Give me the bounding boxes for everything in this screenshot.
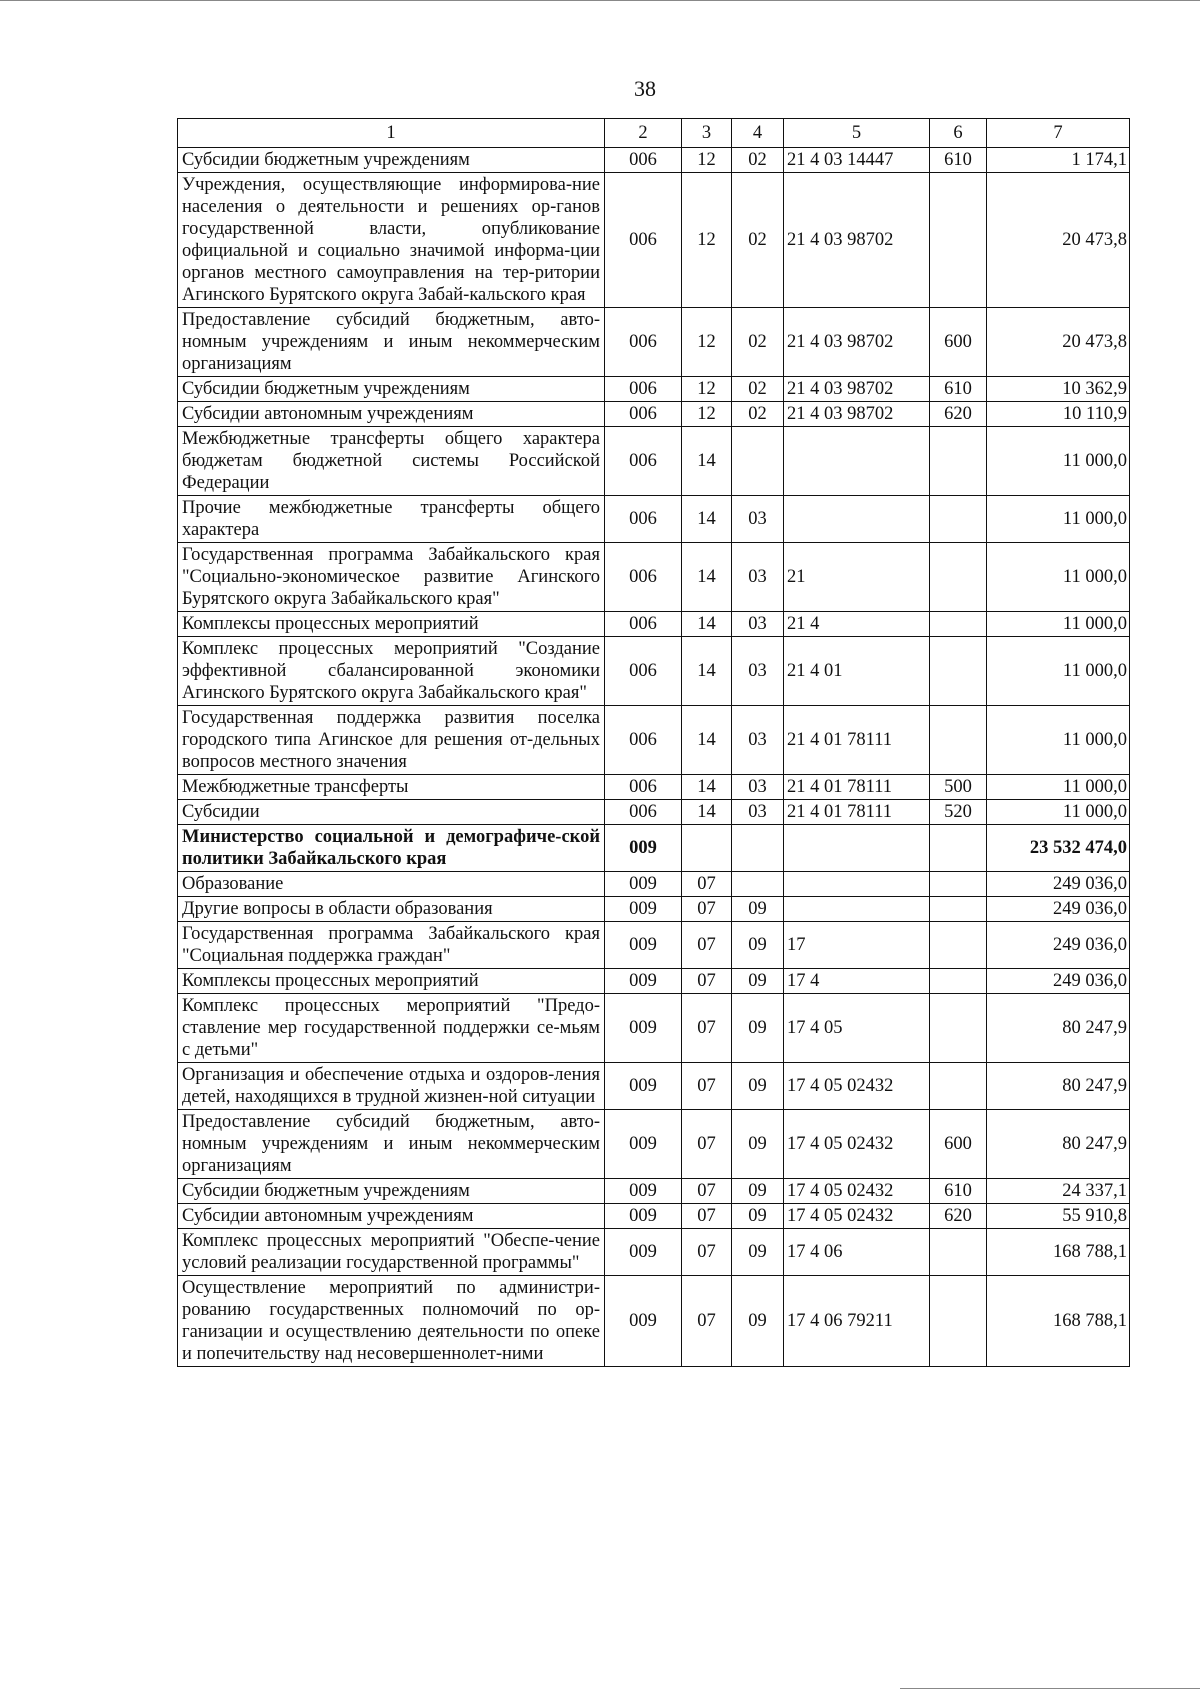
row-amount: 11 000,0 [987, 800, 1130, 825]
row-section: 07 [682, 1229, 732, 1276]
table-row [178, 800, 1130, 825]
row-subsection: 09 [732, 1229, 784, 1276]
row-section: 12 [682, 173, 732, 308]
row-name: Министерство социальной и демографиче-ской политики Забайкальского края [178, 825, 605, 872]
row-amount: 24 337,1 [987, 1179, 1130, 1204]
column-header-2: 2 [605, 119, 682, 148]
row-ministry-code: 006 [605, 308, 682, 377]
row-subsection: 09 [732, 1110, 784, 1179]
row-expense-type [930, 969, 987, 994]
row-ministry-code: 009 [605, 897, 682, 922]
row-amount: 11 000,0 [987, 706, 1130, 775]
row-section: 07 [682, 897, 732, 922]
table-row [178, 402, 1130, 427]
table-row [178, 148, 1130, 173]
row-ministry-code: 006 [605, 173, 682, 308]
row-section: 14 [682, 427, 732, 496]
row-name: Организация и обеспечение отдыха и оздоров-ления детей, находящихся в трудной жизнен-ной ситуации [178, 1063, 605, 1110]
row-expense-type [930, 496, 987, 543]
row-amount: 10 110,9 [987, 402, 1130, 427]
row-expense-type: 620 [930, 402, 987, 427]
row-name: Комплекс процессных мероприятий "Предо-ставление мер государственной поддержки се-мьям с детьми" [178, 994, 605, 1063]
row-ministry-code: 009 [605, 825, 682, 872]
row-ministry-code: 006 [605, 800, 682, 825]
row-expense-type [930, 637, 987, 706]
row-target-article: 21 4 01 78111 [784, 775, 930, 800]
row-amount: 249 036,0 [987, 872, 1130, 897]
row-section: 12 [682, 377, 732, 402]
row-target-article: 17 4 05 [784, 994, 930, 1063]
row-name: Комплекс процессных мероприятий "Создание эффективной сбалансированной экономики Агинского Бурятского округа Забайкальского края" [178, 637, 605, 706]
row-subsection: 02 [732, 148, 784, 173]
table-row [178, 872, 1130, 897]
row-amount: 23 532 474,0 [987, 825, 1130, 872]
row-expense-type: 500 [930, 775, 987, 800]
row-name: Прочие межбюджетные трансферты общего характера [178, 496, 605, 543]
row-name: Государственная программа Забайкальского края "Социальная поддержка граждан" [178, 922, 605, 969]
row-subsection: 09 [732, 994, 784, 1063]
column-header-7: 7 [987, 119, 1130, 148]
row-amount: 80 247,9 [987, 1063, 1130, 1110]
row-target-article: 17 4 05 02432 [784, 1179, 930, 1204]
row-expense-type [930, 994, 987, 1063]
row-expense-type [930, 612, 987, 637]
row-expense-type [930, 922, 987, 969]
row-subsection: 09 [732, 897, 784, 922]
table-row [178, 1110, 1130, 1179]
row-subsection: 03 [732, 706, 784, 775]
row-ministry-code: 006 [605, 377, 682, 402]
scan-edge-top [0, 0, 1200, 1]
table-row [178, 897, 1130, 922]
row-name: Межбюджетные трансферты [178, 775, 605, 800]
row-subsection: 03 [732, 775, 784, 800]
row-amount: 11 000,0 [987, 612, 1130, 637]
table-row [178, 612, 1130, 637]
row-expense-type [930, 872, 987, 897]
row-subsection: 03 [732, 637, 784, 706]
row-target-article: 17 [784, 922, 930, 969]
row-expense-type: 620 [930, 1204, 987, 1229]
row-section: 14 [682, 775, 732, 800]
row-expense-type [930, 1276, 987, 1367]
column-header-6: 6 [930, 119, 987, 148]
row-name: Осуществление мероприятий по администри-рованию государственных полномочий по ор-ганизации и осуществлению деятельности по опеке и попечительству над несовершеннолет-ними [178, 1276, 605, 1367]
row-name: Учреждения, осуществляющие информирова-ние населения о деятельности и решениях ор-ганов государственной власти, опубликование официальной и социально значимой информа-ции органов местного самоуправления на тер-ритории Агинского Бурятского округа Забай-кальского края [178, 173, 605, 308]
table-row [178, 377, 1130, 402]
row-name: Другие вопросы в области образования [178, 897, 605, 922]
row-name: Субсидии бюджетным учреждениям [178, 148, 605, 173]
table-body [178, 119, 1130, 1367]
row-amount: 249 036,0 [987, 897, 1130, 922]
table-row [178, 1276, 1130, 1367]
row-amount: 249 036,0 [987, 969, 1130, 994]
row-ministry-code: 006 [605, 402, 682, 427]
row-section: 07 [682, 1204, 732, 1229]
row-target-article: 21 4 01 78111 [784, 706, 930, 775]
row-target-article: 21 4 [784, 612, 930, 637]
row-section: 14 [682, 543, 732, 612]
row-target-article: 17 4 05 02432 [784, 1063, 930, 1110]
row-section: 07 [682, 1110, 732, 1179]
row-ministry-code: 006 [605, 637, 682, 706]
row-subsection: 02 [732, 173, 784, 308]
column-header-5: 5 [784, 119, 930, 148]
row-subsection: 09 [732, 1204, 784, 1229]
row-target-article: 21 4 03 98702 [784, 173, 930, 308]
table-row [178, 637, 1130, 706]
row-ministry-code: 009 [605, 1204, 682, 1229]
row-amount: 10 362,9 [987, 377, 1130, 402]
row-name: Комплексы процессных мероприятий [178, 612, 605, 637]
row-subsection: 03 [732, 800, 784, 825]
row-section: 07 [682, 872, 732, 897]
row-subsection: 09 [732, 1063, 784, 1110]
row-amount: 11 000,0 [987, 637, 1130, 706]
row-expense-type [930, 173, 987, 308]
row-subsection [732, 872, 784, 897]
row-section: 07 [682, 1063, 732, 1110]
row-ministry-code: 006 [605, 543, 682, 612]
row-subsection: 03 [732, 496, 784, 543]
row-expense-type: 610 [930, 377, 987, 402]
row-section: 14 [682, 612, 732, 637]
row-amount: 55 910,8 [987, 1204, 1130, 1229]
row-target-article: 21 4 03 98702 [784, 308, 930, 377]
row-section: 07 [682, 1179, 732, 1204]
row-target-article [784, 427, 930, 496]
row-subsection: 09 [732, 1276, 784, 1367]
row-section: 14 [682, 496, 732, 543]
row-target-article: 21 4 03 14447 [784, 148, 930, 173]
page-number: 38 [634, 76, 656, 101]
row-subsection [732, 427, 784, 496]
row-target-article: 17 4 06 [784, 1229, 930, 1276]
table-row [178, 496, 1130, 543]
row-section: 12 [682, 402, 732, 427]
row-expense-type [930, 1063, 987, 1110]
row-subsection: 02 [732, 377, 784, 402]
scan-edge-bottom [900, 1688, 1200, 1689]
row-target-article: 17 4 05 02432 [784, 1204, 930, 1229]
row-section: 07 [682, 969, 732, 994]
row-subsection: 03 [732, 612, 784, 637]
row-section [682, 825, 732, 872]
row-ministry-code: 009 [605, 872, 682, 897]
row-ministry-code: 009 [605, 1179, 682, 1204]
table-row [178, 1063, 1130, 1110]
row-ministry-code: 009 [605, 922, 682, 969]
row-ministry-code: 009 [605, 969, 682, 994]
table-row [178, 173, 1130, 308]
row-target-article: 21 4 03 98702 [784, 377, 930, 402]
row-ministry-code: 006 [605, 775, 682, 800]
row-name: Государственная поддержка развития поселка городского типа Агинское для решения от-дельных вопросов местного значения [178, 706, 605, 775]
table-row [178, 427, 1130, 496]
row-expense-type: 520 [930, 800, 987, 825]
row-expense-type [930, 543, 987, 612]
table-row [178, 1204, 1130, 1229]
row-subsection: 02 [732, 402, 784, 427]
table-row [178, 775, 1130, 800]
row-section: 14 [682, 706, 732, 775]
row-ministry-code: 006 [605, 612, 682, 637]
table-row [178, 1179, 1130, 1204]
table-row [178, 969, 1130, 994]
row-section: 12 [682, 308, 732, 377]
row-subsection: 02 [732, 308, 784, 377]
row-amount: 80 247,9 [987, 1110, 1130, 1179]
row-amount: 249 036,0 [987, 922, 1130, 969]
table-row [178, 1229, 1130, 1276]
row-amount: 168 788,1 [987, 1229, 1130, 1276]
row-target-article: 21 4 01 [784, 637, 930, 706]
table-row [178, 922, 1130, 969]
row-subsection: 09 [732, 969, 784, 994]
row-expense-type [930, 825, 987, 872]
row-expense-type: 600 [930, 308, 987, 377]
row-amount: 168 788,1 [987, 1276, 1130, 1367]
column-header-1: 1 [178, 119, 605, 148]
row-amount: 11 000,0 [987, 543, 1130, 612]
row-name: Субсидии [178, 800, 605, 825]
row-expense-type [930, 427, 987, 496]
table-row [178, 825, 1130, 872]
row-name: Комплекс процессных мероприятий "Обеспе-чение условий реализации государственной программы" [178, 1229, 605, 1276]
row-ministry-code: 009 [605, 1063, 682, 1110]
budget-table [177, 118, 1130, 1367]
row-target-article [784, 825, 930, 872]
column-header-3: 3 [682, 119, 732, 148]
table-row [178, 994, 1130, 1063]
row-section: 14 [682, 637, 732, 706]
row-subsection: 03 [732, 543, 784, 612]
column-header-4: 4 [732, 119, 784, 148]
row-amount: 11 000,0 [987, 427, 1130, 496]
row-ministry-code: 009 [605, 1276, 682, 1367]
row-target-article: 17 4 06 79211 [784, 1276, 930, 1367]
row-section: 14 [682, 800, 732, 825]
row-target-article: 21 4 01 78111 [784, 800, 930, 825]
row-name: Межбюджетные трансферты общего характера бюджетам бюджетной системы Российской Федерации [178, 427, 605, 496]
row-amount: 20 473,8 [987, 308, 1130, 377]
row-expense-type: 610 [930, 1179, 987, 1204]
row-section: 07 [682, 994, 732, 1063]
row-subsection: 09 [732, 1179, 784, 1204]
row-amount: 11 000,0 [987, 775, 1130, 800]
row-name: Образование [178, 872, 605, 897]
row-ministry-code: 009 [605, 1229, 682, 1276]
row-expense-type [930, 897, 987, 922]
row-amount: 11 000,0 [987, 496, 1130, 543]
row-amount: 1 174,1 [987, 148, 1130, 173]
row-name: Субсидии автономным учреждениям [178, 402, 605, 427]
row-name: Предоставление субсидий бюджетным, авто-номным учреждениям и иным некоммерческим организациям [178, 308, 605, 377]
row-expense-type [930, 1229, 987, 1276]
table-row [178, 543, 1130, 612]
row-ministry-code: 006 [605, 496, 682, 543]
row-target-article [784, 496, 930, 543]
row-expense-type: 610 [930, 148, 987, 173]
row-ministry-code: 006 [605, 706, 682, 775]
table-row [178, 308, 1130, 377]
row-name: Предоставление субсидий бюджетным, авто-номным учреждениям и иным некоммерческим организациям [178, 1110, 605, 1179]
row-amount: 20 473,8 [987, 173, 1130, 308]
row-target-article: 21 4 03 98702 [784, 402, 930, 427]
row-ministry-code: 006 [605, 148, 682, 173]
row-name: Субсидии бюджетным учреждениям [178, 1179, 605, 1204]
row-ministry-code: 009 [605, 1110, 682, 1179]
row-section: 07 [682, 922, 732, 969]
row-ministry-code: 006 [605, 427, 682, 496]
row-name: Субсидии автономным учреждениям [178, 1204, 605, 1229]
row-section: 12 [682, 148, 732, 173]
row-target-article: 17 4 [784, 969, 930, 994]
table-header-row [178, 119, 1130, 148]
row-target-article [784, 872, 930, 897]
row-target-article: 21 [784, 543, 930, 612]
table-row [178, 706, 1130, 775]
row-target-article: 17 4 05 02432 [784, 1110, 930, 1179]
row-subsection [732, 825, 784, 872]
row-ministry-code: 009 [605, 994, 682, 1063]
row-name: Субсидии бюджетным учреждениям [178, 377, 605, 402]
row-subsection: 09 [732, 922, 784, 969]
row-section: 07 [682, 1276, 732, 1367]
row-target-article [784, 897, 930, 922]
row-expense-type: 600 [930, 1110, 987, 1179]
row-amount: 80 247,9 [987, 994, 1130, 1063]
row-expense-type [930, 706, 987, 775]
row-name: Государственная программа Забайкальского края "Социально-экономическое развитие Агинского Бурятского округа Забайкальского края" [178, 543, 605, 612]
row-name: Комплексы процессных мероприятий [178, 969, 605, 994]
